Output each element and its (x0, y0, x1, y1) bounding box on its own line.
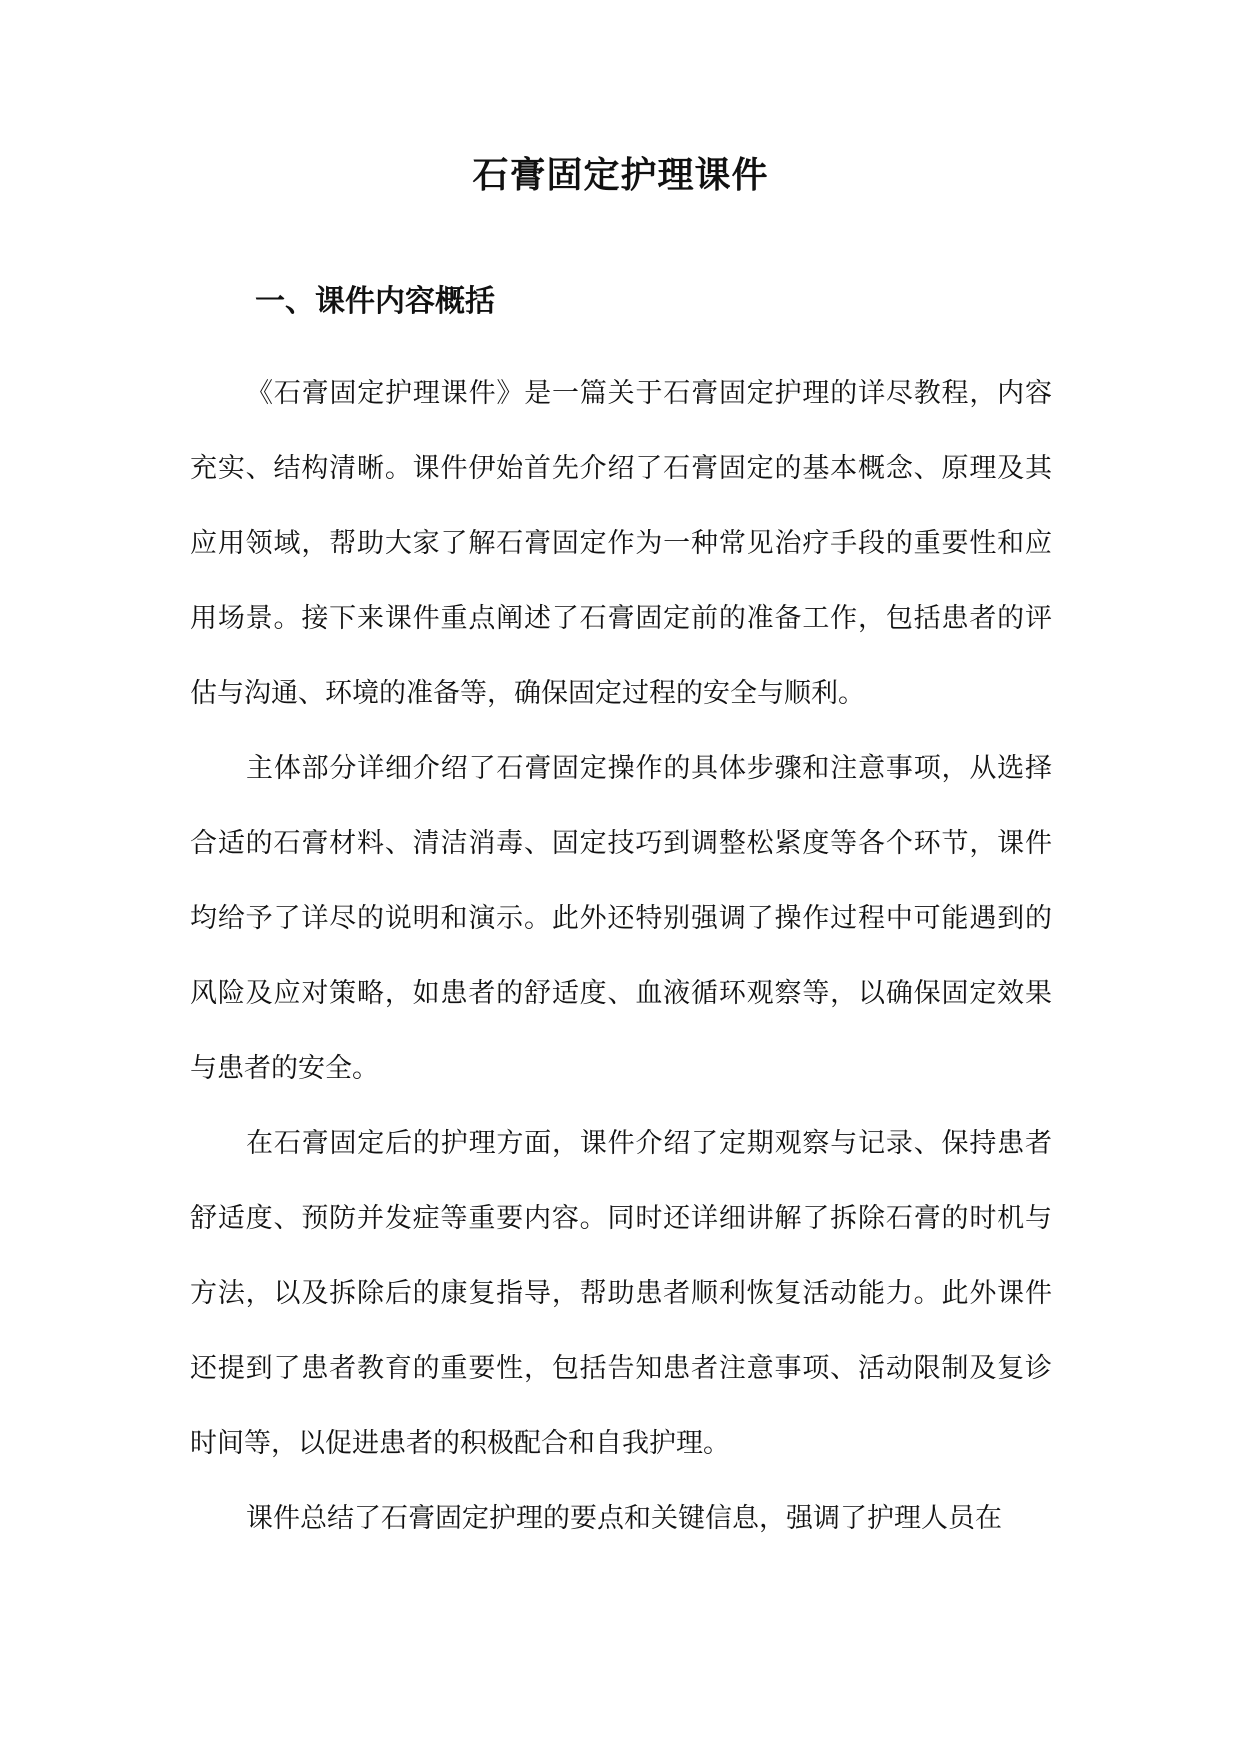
paragraph: 《石膏固定护理课件》是一篇关于石膏固定护理的详尽教程，内容充实、结构清晰。课件伊始首先介绍了石膏固定的基本概念、原理及其应用领域，帮助大家了解石膏固定作为一种常见治疗手段的重要性和应用场景。接下来课件重点阐述了石膏固定前的准备工作，包括患者的评估与沟通、环境的准备等，确保固定过程的安全与顺利。 (190, 378, 1052, 709)
paragraph: 课件总结了石膏固定护理的要点和关键信息，强调了护理人员在 (246, 1503, 1002, 1534)
body-text (190, 356, 1052, 1556)
paragraph: 在石膏固定后的护理方面，课件介绍了定期观察与记录、保持患者舒适度、预防并发症等重要内容。同时还详细讲解了拆除石膏的时机与方法，以及拆除后的康复指导，帮助患者顺利恢复活动能力。此外课件还提到了患者教育的重要性，包括告知患者注意事项、活动限制及复诊时间等，以促进患者的积极配合和自我护理。 (190, 1128, 1052, 1459)
paragraph: 主体部分详细介绍了石膏固定操作的具体步骤和注意事项，从选择合适的石膏材料、清洁消毒、固定技巧到调整松紧度等各个环节，课件均给予了详尽的说明和演示。此外还特别强调了操作过程中可能遇到的风险及应对策略，如患者的舒适度、血液循环观察等，以确保固定效果与患者的安全。 (190, 753, 1052, 1084)
section-heading: 一、课件内容概括 (255, 284, 495, 319)
document-title: 石膏固定护理课件 (472, 154, 769, 196)
